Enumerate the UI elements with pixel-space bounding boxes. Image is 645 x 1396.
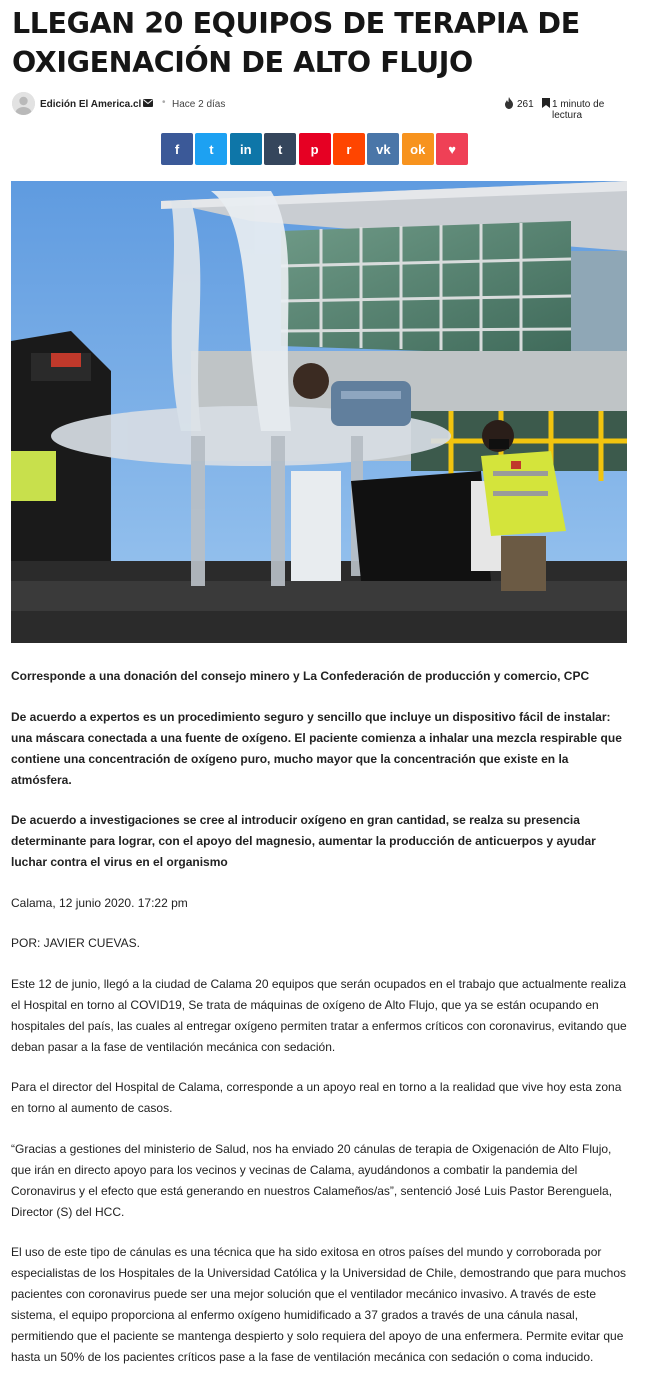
article-body <box>11 666 629 1388</box>
facebook-share-button[interactable] <box>161 133 193 165</box>
read-time: 1 minuto de lectura <box>552 99 605 121</box>
linkedin-share-button[interactable] <box>230 133 262 165</box>
pocket-share-button[interactable] <box>436 133 468 165</box>
reddit-icon: r <box>346 141 352 157</box>
paragraph-2: Para el director del Hospital de Calama, corresponde a un apoyo real en torno a la realidad que vive hoy esta zona en torno al aumento de casos. <box>11 1080 622 1115</box>
paragraph-1: Este 12 de junio, llegó a la ciudad de Calama 20 equipos que serán ocupados en el trabajo que actualmente realiza el Hospital en torno al COVID19, Se trata de máquinas de oxígeno de Alto Flujo, que ya se están ocupando en hospitales del país, las cuales al entregar oxígeno permiten tratar a enfermos críticos con coronavirus, evitando que deban pasar a la fase de ventilación mecánica con sedación. <box>11 976 627 1054</box>
reddit-share-button[interactable] <box>333 133 365 165</box>
publish-date: Hace 2 días <box>172 99 226 110</box>
pinterest-icon: p <box>310 141 319 157</box>
paragraph-4: El uso de este tipo de cánulas es una técnica que ha sido exitosa en otros países del mundo y corroborada por especialistas de los Hospitales de la Universidad Católica y la Universidad de Chile, demostrando que para muchos pacientes con coronavirus puede ser una mejor solución que el ventilador mecánico invasivo. A través de este sistema, el equipo proporciona al enfermo oxígeno humidificado a 37 grados a través de una cánula nasal, permitiendo que el paciente se mantenga despierto y solo requiera del apoyo de una enfermera. Permite evitar que hasta un 50% de los pacientes críticos pase a la fase de ventilación mecánica con sedación o coma inducido. <box>11 1245 626 1364</box>
tumblr-share-button[interactable] <box>264 133 296 165</box>
fire-icon <box>504 97 514 112</box>
twitter-icon: t <box>209 141 214 157</box>
pinterest-share-button[interactable] <box>299 133 331 165</box>
vk-icon: vk <box>376 141 391 157</box>
avatar-icon <box>12 92 35 115</box>
paragraph-lead: Corresponde a una donación del consejo minero y La Confederación de producción y comercio, CPC <box>11 669 590 683</box>
facebook-icon: f <box>174 141 180 157</box>
envelope-icon[interactable] <box>143 99 153 110</box>
photo-illustration <box>11 181 627 643</box>
view-count: 261 <box>517 99 534 110</box>
article-title: LLEGAN 20 EQUIPOS DE TERAPIA DE OXIGENACIÓN DE ALTO FLUJO <box>12 7 580 79</box>
meta-separator: • <box>162 97 166 108</box>
paragraph-bold-1: De acuerdo a expertos es un procedimiento seguro y sencillo que incluye un dispositivo fácil de instalar: una máscara conectada a una fuente de oxígeno. El paciente comienza a inhalar una mezcla respirable que contiene una concentración de oxígeno puro, mucho mayor que la concentración que existe en la atmósfera. <box>11 709 622 787</box>
author-link[interactable]: Edición El America.cl <box>40 99 142 110</box>
article-photo <box>11 181 627 643</box>
paragraph-bold-2: De acuerdo a investigaciones se cree al introducir oxígeno en gran cantidad, se realza su presencia determinante para lograr, con el apoyo del magnesio, aumentar la producción de anticuerpos y ayudar luchar contra el virus en el organismo <box>11 813 596 869</box>
twitter-share-button[interactable] <box>195 133 227 165</box>
bookmark-icon <box>542 98 550 111</box>
odnoklassniki-icon: ok <box>410 141 426 157</box>
author-avatar[interactable] <box>12 92 35 115</box>
odnoklassniki-share-button[interactable] <box>402 133 434 165</box>
article-meta <box>12 91 632 121</box>
share-buttons <box>161 133 468 165</box>
paragraph-dateline: Calama, 12 junio 2020. 17:22 pm <box>11 895 188 910</box>
tumblr-icon: t <box>278 141 283 157</box>
paragraph-3: “Gracias a gestiones del ministerio de Salud, nos ha enviado 20 cánulas de terapia de Oxigenación de Alto Flujo, que irán en directo apoyo para los vecinos y vecinas de Calama, ayudándonos a combatir la pandemia del Coronavirus y el efecto que está generando en nuestros Calameños/as”, sentenció José Luis Pastor Berenguela, Director (S) del HCC. <box>11 1141 613 1219</box>
linkedin-icon: in <box>240 141 252 157</box>
paragraph-byline: POR: JAVIER CUEVAS. <box>11 936 140 950</box>
pocket-icon: ♥ <box>448 141 456 157</box>
vk-share-button[interactable] <box>367 133 399 165</box>
